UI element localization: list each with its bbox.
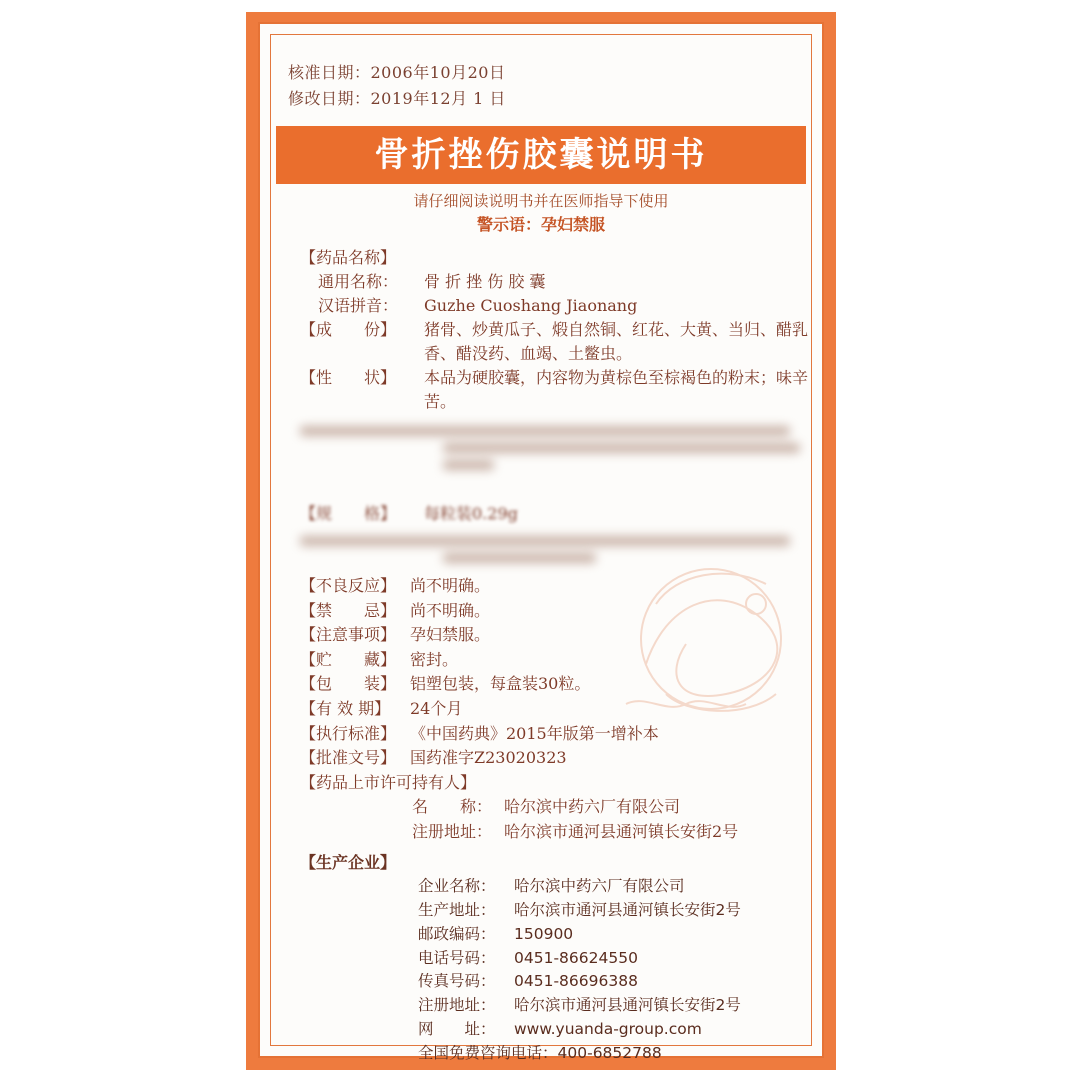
storage-label: 【贮 藏】 — [300, 649, 397, 669]
specification-row — [300, 502, 820, 526]
properties-label: 【性 状】 — [300, 368, 397, 387]
manufacturer-row — [418, 947, 820, 971]
fax-label: 传真号码： — [418, 972, 496, 991]
holder-heading: 【药品上市许可持有人】 — [300, 772, 477, 792]
adverse-reactions-label: 【不良反应】 — [300, 576, 397, 595]
precautions-label: 【注意事项】 — [300, 625, 397, 645]
info-row — [300, 722, 820, 747]
leaflet-border — [246, 12, 836, 1070]
usage-instruction: 请仔细阅读说明书并在医师指导下使用 — [413, 192, 669, 210]
phone-label: 电话号码： — [418, 948, 496, 967]
notice-block — [260, 190, 822, 238]
dates-block — [288, 60, 506, 112]
holder-address-row — [412, 820, 820, 845]
postal-code-label: 邮政编码： — [418, 924, 496, 943]
warning-text: 警示语：孕妇禁服 — [476, 215, 605, 234]
revision-date: 修改日期：2019年12月 1 日 — [288, 89, 506, 108]
specification-value: 每粒装0.29g — [424, 504, 518, 523]
holder-address-value: 哈尔滨市通河县通河镇长安街2号 — [504, 821, 739, 841]
blurred-usage — [300, 529, 810, 570]
production-address-value: 哈尔滨市通河县通河镇长安街2号 — [514, 900, 741, 919]
holder-name-value: 哈尔滨中药六厂有限公司 — [504, 797, 681, 817]
info-row — [300, 599, 820, 624]
info-row — [300, 672, 820, 697]
manufacturer-row — [418, 1018, 820, 1042]
specification-label: 【规 格】 — [300, 504, 397, 523]
contraindications-label: 【禁 忌】 — [300, 600, 397, 620]
storage-value: 密封。 — [410, 649, 459, 669]
manufacturer-row — [418, 970, 820, 994]
ingredients-value: 猪骨、炒黄瓜子、煅自然铜、红花、大黄、当归、醋乳香、醋没药、血竭、土鳖虫。 — [424, 320, 809, 363]
registered-address-label: 注册地址： — [418, 996, 496, 1015]
approval-date: 核准日期：2006年10月20日 — [288, 63, 506, 82]
generic-name-label: 通用名称： — [318, 272, 399, 291]
shelf-life-value: 24个月 — [410, 698, 463, 718]
hotline-value: 400-6852788 — [557, 1043, 662, 1062]
ingredients-label: 【成 份】 — [300, 320, 397, 339]
holder-section — [300, 771, 820, 796]
pinyin-row — [300, 294, 820, 318]
manufacturer-row — [418, 994, 820, 1018]
packaging-value: 铝塑包装，每盒装30粒。 — [410, 674, 591, 694]
drug-info-top — [300, 246, 820, 412]
postal-code-value: 150900 — [514, 924, 574, 943]
production-address-label: 生产地址： — [418, 900, 496, 919]
holder-details — [300, 795, 820, 844]
fax-value: 0451-86696388 — [514, 972, 638, 991]
info-row — [300, 697, 820, 722]
ingredients-row — [300, 318, 820, 366]
info-row — [300, 574, 820, 599]
registered-address-value: 哈尔滨市通河县通河镇长安街2号 — [514, 996, 741, 1015]
standard-value: 《中国药典》2015年版第一增补本 — [410, 723, 659, 743]
leaflet-paper — [258, 22, 824, 1062]
company-name-label: 企业名称： — [418, 877, 496, 896]
generic-name-value: 骨 折 挫 伤 胶 囊 — [424, 272, 546, 291]
phone-value: 0451-86624550 — [514, 948, 638, 967]
info-row — [300, 623, 820, 648]
generic-name-row — [300, 270, 820, 294]
website-label: 网 址： — [418, 1019, 496, 1038]
manufacturer-details — [300, 875, 820, 1065]
drug-info-bottom — [300, 574, 820, 1066]
contraindications-value: 尚不明确。 — [410, 600, 491, 620]
specification-block — [300, 502, 820, 526]
pinyin-value: Guzhe Cuoshang Jiaonang — [424, 296, 638, 315]
manufacturer-row — [418, 899, 820, 923]
adverse-reactions-value: 尚不明确。 — [410, 576, 491, 595]
shelf-life-label: 【有 效 期】 — [300, 698, 391, 718]
precautions-value: 孕妇禁服。 — [410, 625, 491, 645]
standard-label: 【执行标准】 — [300, 723, 397, 743]
drug-name-label: 【药品名称】 — [300, 248, 397, 267]
holder-address-label: 注册地址： — [412, 821, 493, 841]
properties-row — [300, 366, 820, 412]
manufacturer-row — [418, 875, 820, 899]
manufacturer-row — [418, 1042, 820, 1066]
manufacturer-heading: 【生产企业】 — [300, 852, 397, 872]
holder-name-row — [412, 795, 820, 820]
blurred-section — [300, 419, 810, 477]
manufacturer-section — [300, 851, 820, 876]
holder-name-label: 名 称： — [412, 797, 493, 817]
approval-number-label: 【批准文号】 — [300, 748, 397, 768]
hotline-label: 全国免费咨询电话： — [418, 1043, 558, 1062]
website-value: www.yuanda-group.com — [514, 1019, 702, 1038]
info-row — [300, 648, 820, 673]
properties-value: 本品为硬胶囊，内容物为黄棕色至棕褐色的粉末；味辛苦。 — [424, 368, 809, 411]
company-name-value: 哈尔滨中药六厂有限公司 — [514, 877, 685, 896]
manufacturer-row — [418, 923, 820, 947]
drug-name-section — [300, 246, 820, 270]
packaging-label: 【包 装】 — [300, 674, 397, 694]
info-row — [300, 746, 820, 771]
pinyin-label: 汉语拼音： — [318, 296, 399, 315]
document-title: 骨折挫伤胶囊说明书 — [276, 126, 806, 184]
approval-number-value: 国药准字Z23020323 — [410, 748, 567, 768]
